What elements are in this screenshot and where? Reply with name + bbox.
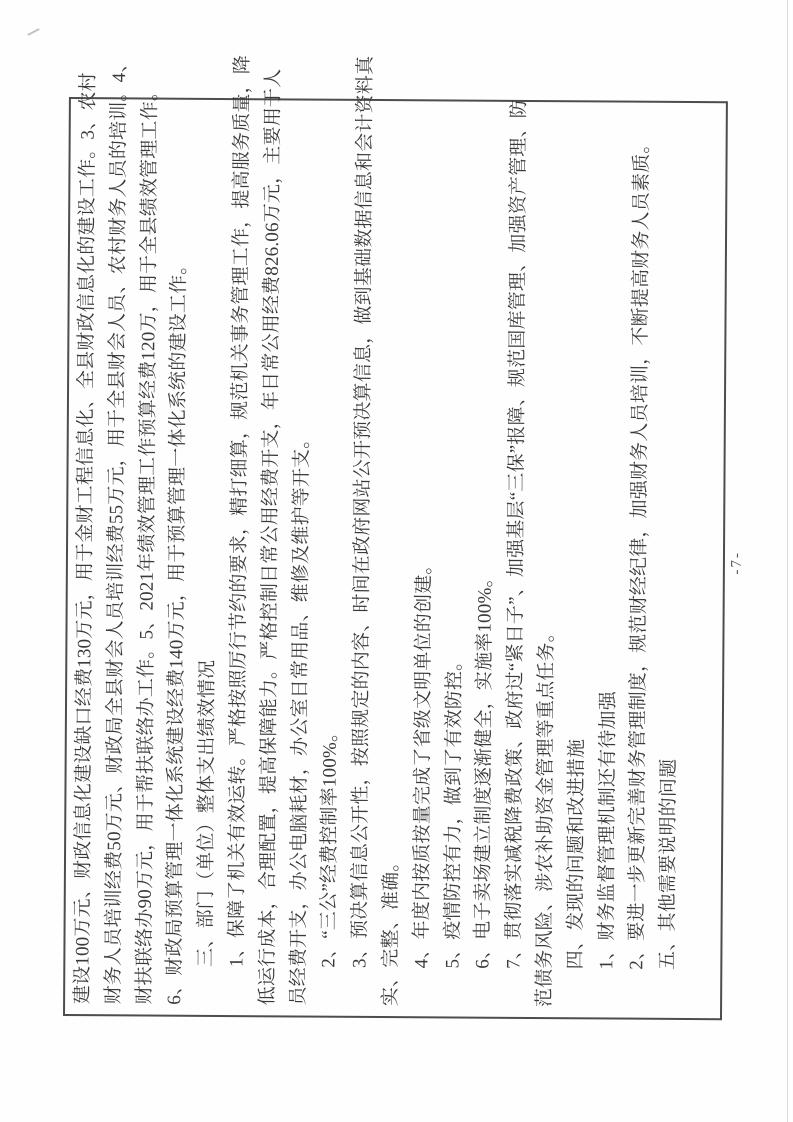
- text-line: 财扶联络办90万元，用于帮扶联络办工作。5、2021年绩效管理工作预算经费120万，用于全县绩效管理工作。: [133, 81, 161, 1005]
- text-line: 三、部门（单位）整体支出绩效情况: [195, 659, 219, 967]
- text-line: 2、要进一步更新完善财务管理制度，规范财经纪律，加强财务人员培训，不断提高财务人员素质。: [626, 134, 654, 970]
- page-number: -7-: [728, 551, 746, 575]
- text-line: 财务人员培训经费50万元、财政局全县财会人员培训经费55万元，用于全县财会人员、农村财务人员的培训。4、: [102, 53, 131, 1005]
- text-line: 2、“三公”经费控制率100%。: [318, 722, 342, 968]
- text-line: 四、发现的问题和改进措施: [565, 738, 588, 970]
- text-line: 范债务风险、涉农补助资金管理等重点任务。: [534, 623, 558, 1008]
- document-frame: [63, 53, 728, 1020]
- text-line: 6、财政局预算管理一体化系统建设经费140万元，用于预算管理一体化系统的建设工作。: [164, 255, 191, 1005]
- text-line: 实、完整、准确。: [380, 852, 403, 1007]
- text-line: 6、电子卖场建立制度逐渐健全，实施率100%。: [472, 568, 497, 969]
- text-line: 1、财务监督管理机制还有待加强: [595, 690, 619, 970]
- text-line: 五、其他需要说明的问题: [657, 758, 680, 970]
- text-line: 5、疫情防控有力，做到了有效防控。: [441, 651, 465, 969]
- text-line: 3、预决算信息公开性，按照规定的内容、时间在政府网站公开预决算信息，做到基础数据信息和会计资料真: [349, 55, 377, 968]
- text-line: 1、保障了机关有效运转。严格按照厉行节约的要求，精打细算，规范机关事务管理工作，提高服务质量，降: [226, 54, 254, 968]
- text-line: 低运行成本，合理配置，提高保障能力。严格控制日常公用经费开支，年日常公用经费826.06万元，主要用于人: [256, 68, 284, 1006]
- text-line: 员经费开支，办公电脑耗材，办公室日常用品、维修及维护等开支。: [287, 429, 313, 1006]
- document-text: [68, 53, 690, 1008]
- text-line: 4、年度内按质按量完成了省级文明单位的创建。: [411, 555, 435, 969]
- text-line: 建设100万元、财政信息化建设缺口经费130万元，用于金财工程信息化、全县财政信息化的建设工作。3、农村: [72, 72, 100, 1005]
- text-line: 7、贯彻落实减税降费政策、政府过“紧日子”、加强基层“三保”报障、规范国库管理、加强资产管理、防: [503, 99, 531, 969]
